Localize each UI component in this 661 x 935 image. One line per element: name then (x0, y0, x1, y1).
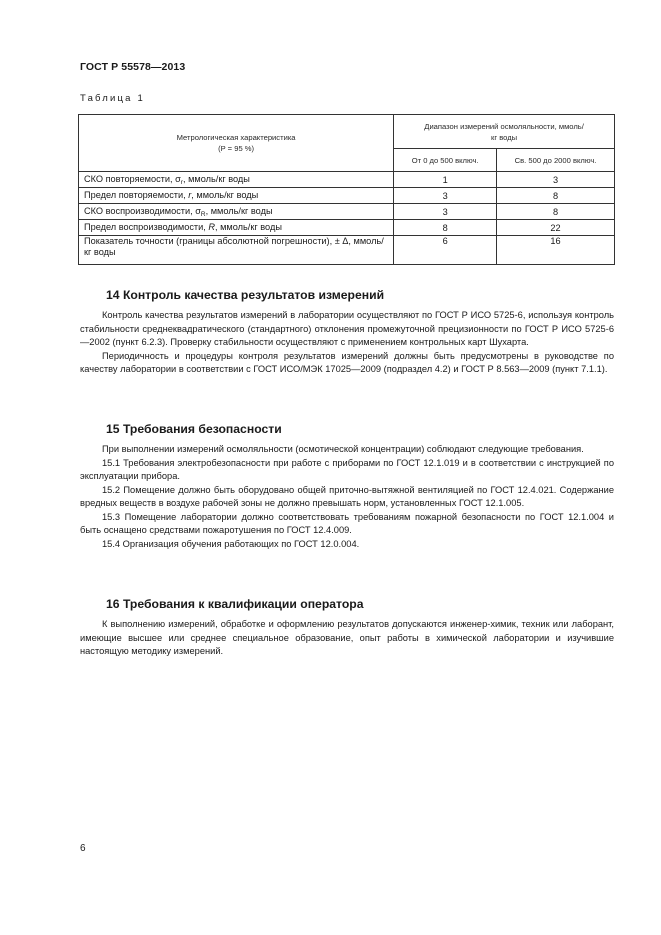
table-row (79, 236, 615, 265)
value-range-b: 8 (497, 204, 615, 220)
value-range-b: 22 (497, 220, 615, 236)
section-16 (80, 597, 614, 659)
table-row (79, 220, 615, 236)
section-15-paragraph: 15.4 Организация обучения работающих по ГОСТ 12.0.004. (102, 538, 360, 549)
header-characteristic-label: Метрологическая характеристика (176, 133, 296, 142)
value-range-a: 6 (394, 236, 497, 265)
row-name: Показатель точности (границы абсолютной погрешности), ± Δ, ммоль/кг воды (79, 236, 394, 265)
value-range-b: 3 (497, 172, 615, 188)
header-range-b: Св. 500 до 2000 включ. (497, 149, 615, 172)
value-range-b: 8 (497, 188, 615, 204)
section-15-paragraph: 15.1 Требования электробезопасности при работе с приборами по ГОСТ 12.1.019 и в соответствии с инструкцией по эксплуатации прибора. (80, 457, 614, 481)
section-15-paragraph: 15.3 Помещение лаборатории должно соответствовать требованиям пожарной безопасности по ГОСТ 12.1.004 и быть оснащено средствами пожаротушения по ГОСТ 12.4.009. (80, 511, 614, 535)
table-row (79, 188, 615, 204)
section-16-paragraph: К выполнению измерений, обработке и оформлению результатов допускаются инженер-химик, техник или лаборант, имеющие высшее или среднее специальное образование, опыт работы в химической лаборатории и изучившие настоящую методику измерений. (80, 619, 614, 656)
table-row (79, 204, 615, 220)
row-name: Предел повторяемости, r, ммоль/кг воды (79, 188, 394, 204)
row-name: СКО воспроизводимости, $\sigma_R$, ммоль/кг воды (79, 204, 394, 220)
section-15 (80, 422, 614, 551)
header-range-label: Диапазон измерений осмоляльности, ммоль/кг воды (424, 121, 584, 142)
section-14 (80, 288, 614, 377)
table-caption: Таблица 1 (80, 93, 145, 104)
row-name: Предел воспроизводимости, R, ммоль/кг воды (79, 220, 394, 236)
section-14-paragraph: Периодичность и процедуры контроля результатов измерений должны быть предусмотрены в руководстве по качеству лаборатории в соответствии с ГОСТ ИСО/МЭК 17025—2009 (подраздел 4.2) и ГОСТ Р 8.563—2009 (пункт 7.1.1). (80, 350, 614, 374)
value-range-b: 16 (497, 236, 615, 265)
value-range-a: 1 (394, 172, 497, 188)
section-16-title: 16 Требования к квалификации оператора (106, 597, 364, 611)
value-range-a: 3 (394, 188, 497, 204)
page-number: 6 (80, 843, 86, 854)
header-range-a: От 0 до 500 включ. (394, 149, 497, 172)
section-15-paragraph: При выполнении измерений осмоляльности (осмотической концентрации) соблюдают следующие требования. (102, 444, 584, 454)
section-15-paragraph: 15.2 Помещение должно быть оборудовано общей приточно-вытяжной вентиляцией по ГОСТ 12.4.021. Содержание вредных веществ в воздухе рабочей зоны не должно превышать норм, установленных ГОСТ 12.1.005. (80, 484, 614, 508)
table-row (79, 172, 615, 188)
value-range-a: 3 (394, 204, 497, 220)
metrology-table (78, 114, 615, 265)
section-14-title: 14 Контроль качества результатов измерений (106, 288, 385, 302)
section-14-paragraph: Контроль качества результатов измерений в лаборатории осуществляют по ГОСТ Р ИСО 5725-6, используя контроль стабильности среднеквадратического (стандартного) отклонения промежуточной прецизионности по ГОСТ Р ИСО 5725-6—2002 (пункт 6.2.3). Проверку стабильности осуществляют с применением контрольных карт Шухарта. (80, 310, 614, 347)
header-characteristic (79, 115, 394, 172)
header-characteristic-confidence: (P = 95 %) (218, 144, 255, 153)
header-range (394, 115, 615, 149)
value-range-a: 8 (394, 220, 497, 236)
document-standard-header: ГОСТ Р 55578—2013 (80, 61, 186, 73)
section-15-title: 15 Требования безопасности (106, 422, 282, 436)
row-name: СКО повторяемости, $\sigma_r$, ммоль/кг воды (79, 172, 394, 188)
